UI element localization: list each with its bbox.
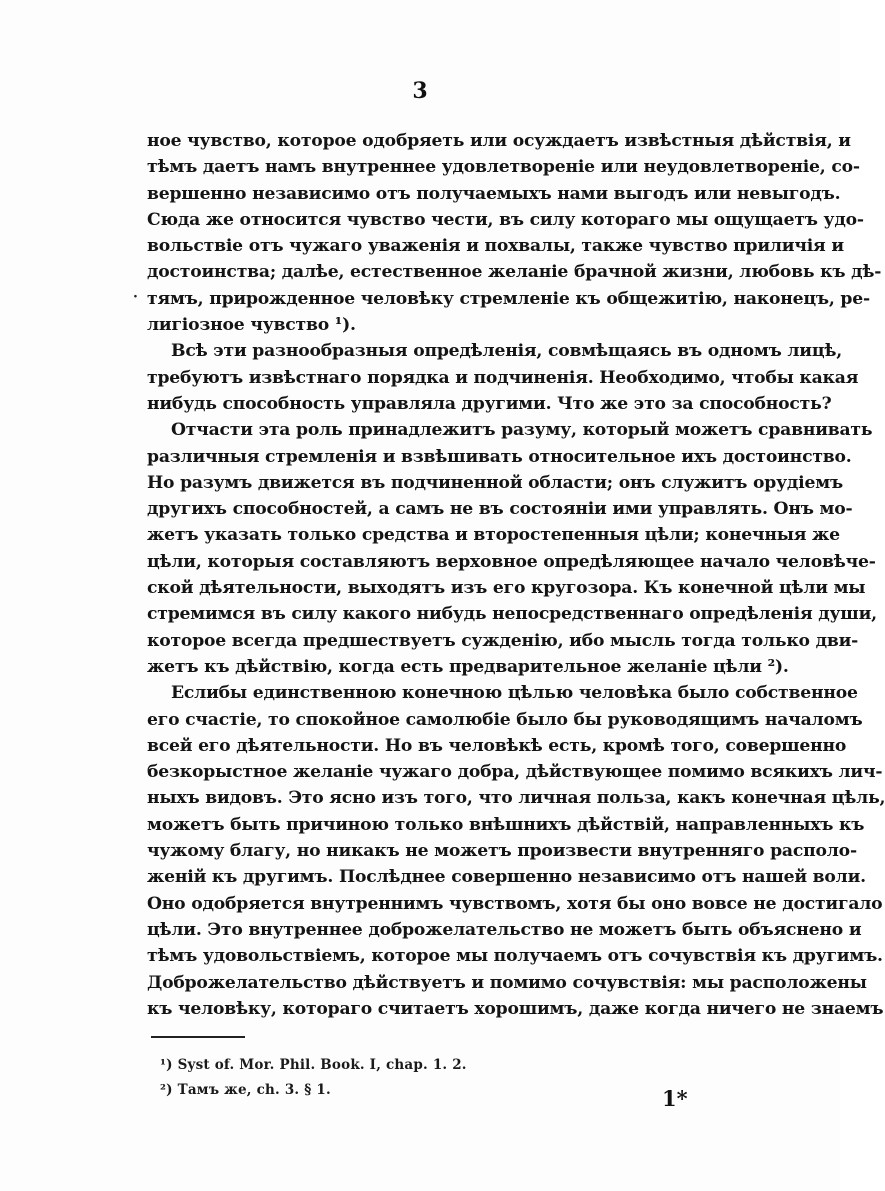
text-line: вершенно независимо отъ получаемыхъ нами выгодъ или невыгодъ. — [147, 183, 841, 204]
text-line: стремимся въ силу какого нибудь непосредственнаго опредѣленія души, — [147, 604, 877, 625]
footnote-separator — [151, 1036, 245, 1038]
text-line: тѣмъ удовольствіемъ, которое мы получаемъ отъ сочувствія къ другимъ. — [147, 946, 883, 967]
text-line: къ человѣку, котораго считаетъ хорошимъ, даже когда ничего не знаемъ — [147, 998, 884, 1019]
text-line: Но разумъ движется въ подчиненной области; онъ служитъ орудіемъ — [147, 472, 843, 493]
text-line: достоинства; далѣе, естественное желаніе брачной жизни, любовь къ дѣ- — [147, 262, 882, 283]
text-line: вольствіе отъ чужаго уваженія и похвалы, также чувство приличія и — [147, 236, 844, 257]
text-line: чужому благу, но никакъ не можетъ произвести внутренняго располо- — [147, 841, 857, 862]
text-line: Всѣ эти разнообразныя опредѣленія, совмѣщаясь въ одномъ лицѣ, — [171, 341, 843, 362]
body-text — [147, 128, 885, 1022]
text-line: тямъ, прирожденное человѣку стремленіе къ общежитію, наконецъ, ре- — [147, 288, 870, 309]
text-line: тѣмъ даетъ намъ внутреннее удовлетвореніе или неудовлетвореніе, со- — [147, 157, 860, 178]
text-line: жетъ указать только средства и второстепенныя цѣли; конечныя же — [147, 525, 840, 546]
text-line: Сюда же относится чувство чести, въ силу котораго мы ощущаетъ удо- — [147, 209, 864, 230]
text-line: можетъ быть причиною только внѣшнихъ дѣйствій, направленныхъ къ — [147, 814, 865, 835]
text-line: Отчасти эта роль принадлежитъ разуму, который можетъ сравнивать — [171, 420, 873, 441]
footnote-2: ²) Тамъ же, ch. 3. § 1. — [160, 1082, 331, 1098]
text-line: Оно одобряется внутреннимъ чувствомъ, хотя бы оно вовсе не достигало — [147, 893, 883, 914]
text-line: ное чувство, которое одобряеть или осуждаетъ извѣстныя дѣйствія, и — [147, 131, 851, 151]
text-line: всей его дѣятельности. Но въ человѣкѣ есть, кромѣ того, совершенно — [147, 735, 847, 756]
text-line: ской дѣятельности, выходятъ изъ его кругозора. Къ конечной цѣли мы — [147, 578, 866, 599]
text-line: лигіозное чувство ¹). — [147, 315, 356, 336]
signature-mark: 1* — [662, 1086, 688, 1111]
text-line: требуютъ извѣстнаго порядка и подчиненія. Необходимо, чтобы какая — [147, 367, 859, 388]
text-line: его счастіе, то спокойное самолюбіе было бы руководящимъ началомъ — [147, 709, 863, 730]
page-number: 3 — [412, 78, 428, 104]
text-line: которое всегда предшествуетъ сужденію, ибо мысль тогда только дви- — [147, 630, 859, 651]
text-line: жетъ къ дѣйствію, когда есть предварительное желаніе цѣли ²). — [147, 656, 789, 677]
text-line: цѣли, которыя составляютъ верховное опредѣляющее начало человѣче- — [147, 551, 876, 572]
text-line: женій къ другимъ. Послѣднее совершенно независимо отъ нашей воли. — [147, 867, 866, 888]
footnote-1: ¹) Syst of. Mor. Phil. Book. I, chap. 1. 2. — [160, 1057, 467, 1073]
margin-mark: · — [133, 289, 138, 305]
text-line: другихъ способностей, а самъ не въ состояніи ими управлять. Онъ мо- — [147, 499, 853, 520]
text-line: ныхъ видовъ. Это ясно изъ того, что личная польза, какъ конечная цѣль, — [147, 788, 885, 809]
text-line: Еслибы единственною конечною цѣлью человѣка было собственное — [171, 683, 858, 704]
text-line: Доброжелательство дѣйствуетъ и помимо сочувствія: мы расположены — [147, 972, 867, 993]
text-line: различныя стремленія и взвѣшивать относительное ихъ достоинство. — [147, 446, 852, 467]
text-line: нибудь способность управляла другими. Что же это за способность? — [147, 393, 832, 414]
text-line: цѣли. Это внутреннее доброжелательство не можетъ быть объяснено и — [147, 919, 862, 940]
text-line: безкорыстное желаніе чужаго добра, дѣйствующее помимо всякихъ лич- — [147, 762, 883, 783]
